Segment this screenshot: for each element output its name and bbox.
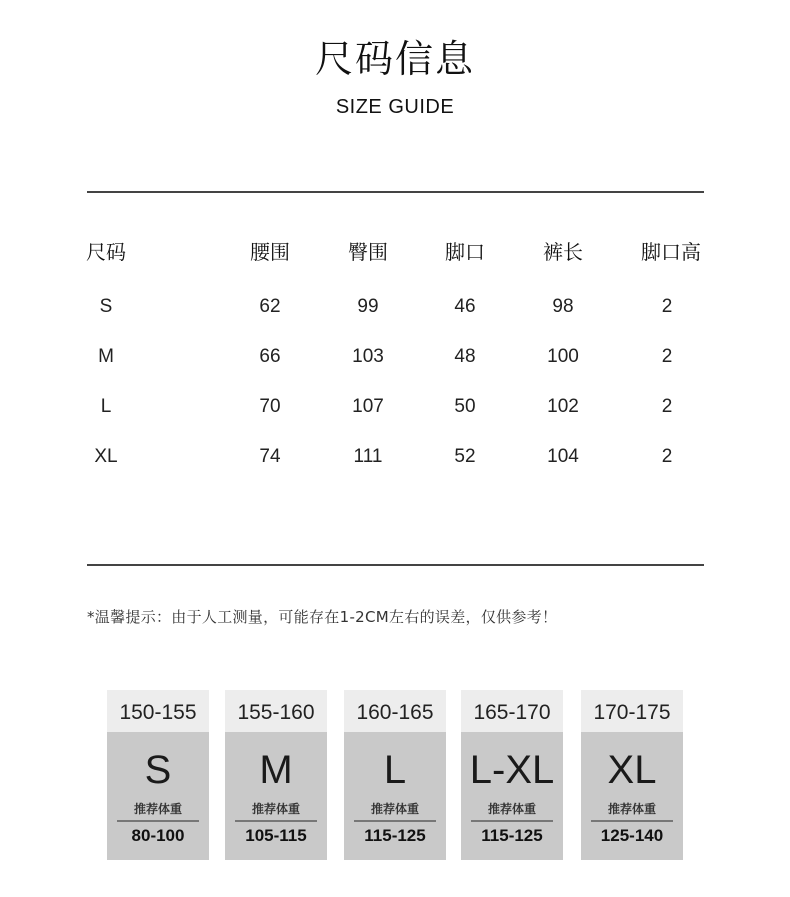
height-range: 155-160 xyxy=(225,690,327,732)
table-cell: 52 xyxy=(454,446,476,467)
card-divider xyxy=(117,820,199,822)
size-letter: L-XL xyxy=(469,748,555,792)
divider-top xyxy=(87,191,704,193)
weight-range: 80-100 xyxy=(131,825,185,845)
size-card xyxy=(225,690,327,860)
column-header: 腰围 xyxy=(250,240,290,264)
table-cell: 46 xyxy=(454,296,476,317)
table-cell: 104 xyxy=(547,446,579,467)
table-cell: 2 xyxy=(661,446,673,467)
size-letter: XL xyxy=(607,748,657,792)
weight-range: 105-115 xyxy=(245,825,307,845)
weight-range: 125-140 xyxy=(600,825,664,845)
height-range: 150-155 xyxy=(107,690,209,732)
table-cell: S xyxy=(99,296,113,317)
table-row xyxy=(87,446,704,476)
table-cell: 107 xyxy=(352,396,384,417)
table-row xyxy=(87,296,704,326)
table-cell: 2 xyxy=(661,396,673,417)
table-cell: 111 xyxy=(353,446,383,467)
size-card xyxy=(461,690,563,860)
table-cell: 103 xyxy=(352,346,384,367)
table-cell: 98 xyxy=(552,296,574,317)
table-row xyxy=(87,346,704,376)
table-cell: L xyxy=(100,396,112,417)
table-header-row xyxy=(87,236,704,266)
table-cell: 2 xyxy=(661,296,673,317)
size-card xyxy=(344,690,446,860)
table-cell: 50 xyxy=(454,396,476,417)
table-cell: XL xyxy=(94,446,118,467)
table-cell: 62 xyxy=(259,296,281,317)
table-cell: 102 xyxy=(547,396,579,417)
page-title: 尺码信息 xyxy=(314,37,475,81)
column-header: 尺码 xyxy=(86,240,126,264)
table-cell: 99 xyxy=(357,296,379,317)
table-cell: 74 xyxy=(259,446,281,467)
size-card xyxy=(581,690,683,860)
size-letter: M xyxy=(259,748,293,792)
weight-label: 推荐体重 xyxy=(607,802,656,816)
divider-bottom xyxy=(87,564,704,566)
column-header: 脚口高 xyxy=(641,240,701,264)
card-divider xyxy=(471,820,553,822)
table-cell: 70 xyxy=(259,396,281,417)
size-letter: S xyxy=(144,748,172,792)
table-cell: 2 xyxy=(661,346,673,367)
weight-label: 推荐体重 xyxy=(487,802,536,816)
column-header: 臀围 xyxy=(348,240,388,264)
size-cards xyxy=(0,690,790,860)
table-row xyxy=(87,396,704,426)
weight-label: 推荐体重 xyxy=(251,802,300,816)
height-range: 160-165 xyxy=(344,690,446,732)
weight-label: 推荐体重 xyxy=(133,802,182,816)
size-letter: L xyxy=(383,748,407,792)
column-header: 脚口 xyxy=(445,240,485,264)
page-subtitle: SIZE GUIDE xyxy=(335,96,455,118)
table-cell: 100 xyxy=(547,346,579,367)
weight-label: 推荐体重 xyxy=(370,802,419,816)
height-range: 170-175 xyxy=(581,690,683,732)
measurement-note: *温馨提示：由于人工测量，可能存在1-2CM左右的误差，仅供参考！ xyxy=(87,608,558,626)
card-divider xyxy=(354,820,436,822)
height-range: 165-170 xyxy=(461,690,563,732)
weight-range: 115-125 xyxy=(481,825,543,845)
card-divider xyxy=(591,820,673,822)
table-cell: 66 xyxy=(259,346,281,367)
table-cell: M xyxy=(98,346,114,367)
column-header: 裤长 xyxy=(543,240,583,264)
weight-range: 115-125 xyxy=(364,825,426,845)
card-divider xyxy=(235,820,317,822)
size-card xyxy=(107,690,209,860)
table-cell: 48 xyxy=(454,346,476,367)
